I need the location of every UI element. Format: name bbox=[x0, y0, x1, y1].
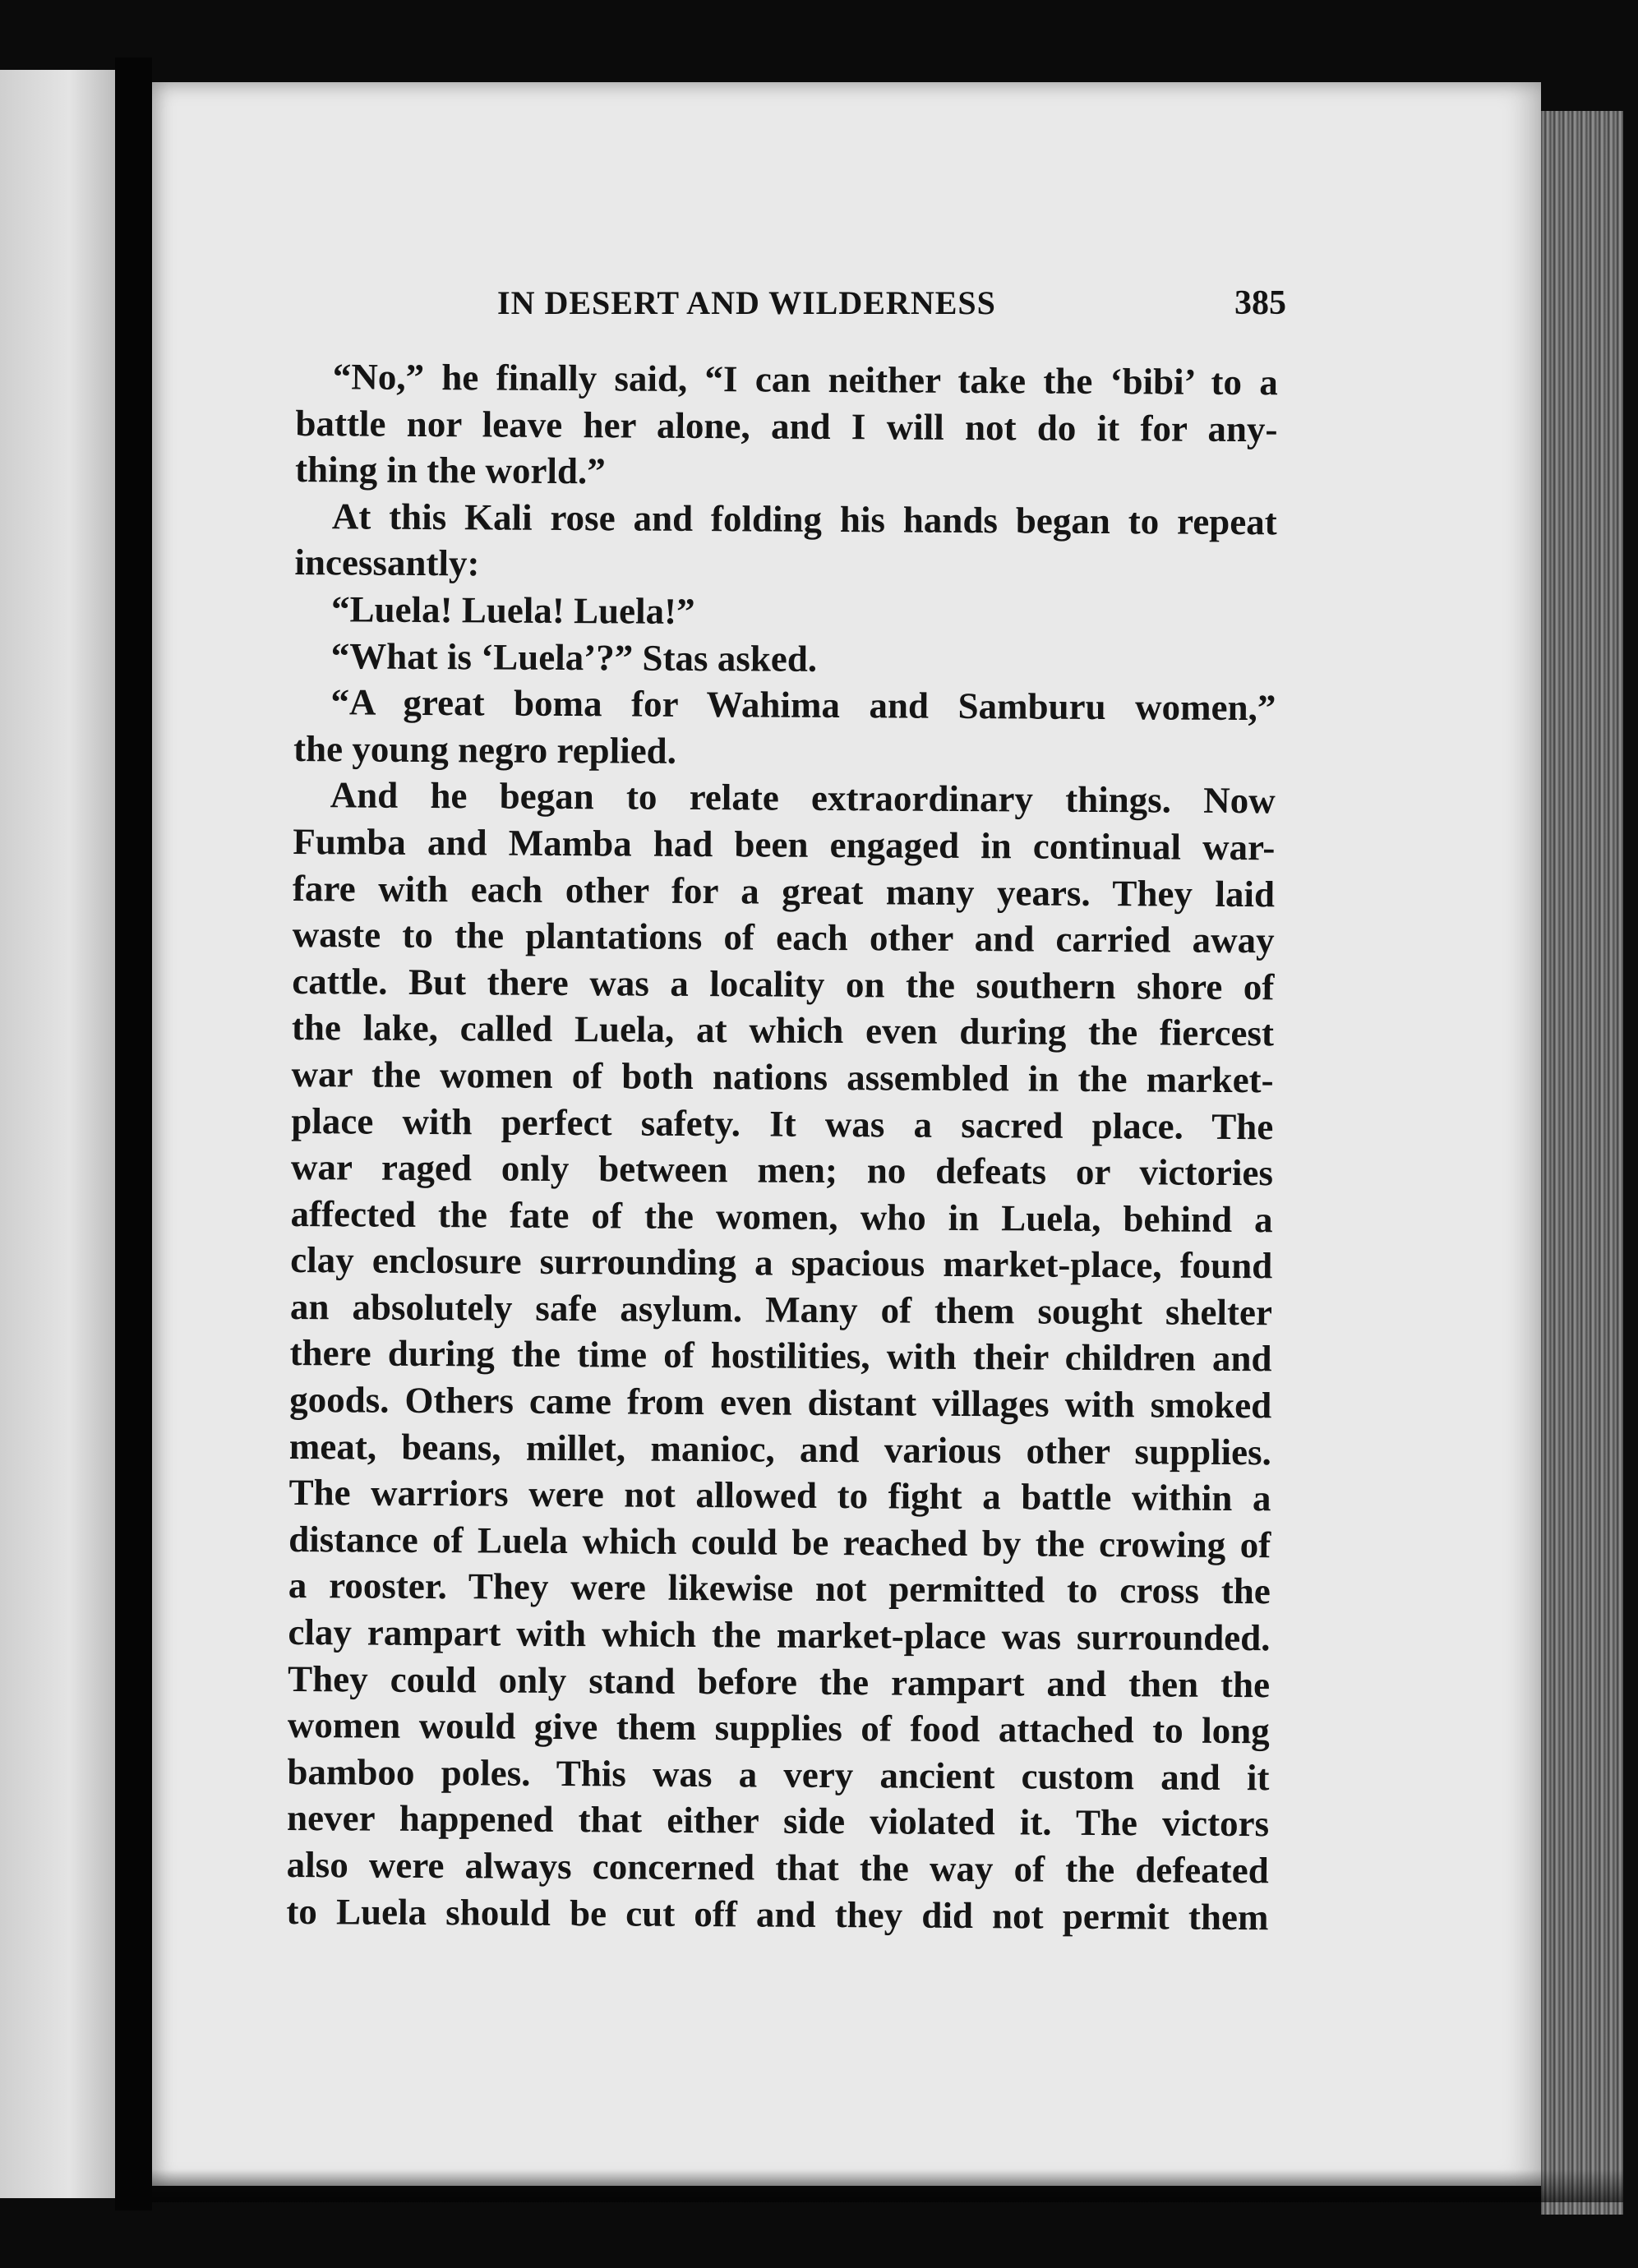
left-page-edge bbox=[0, 70, 115, 2198]
book-gutter bbox=[115, 58, 152, 2210]
text-line: an absolutely safe asylum. Many of them sought shelter bbox=[289, 1285, 1273, 1334]
text-line: The warriors were not allowed to fight a battle within a bbox=[288, 1472, 1271, 1519]
text-line: battle nor leave her alone, and I will not do it for any- bbox=[295, 402, 1278, 449]
text-line: there during the time of hostilities, with their children and bbox=[289, 1332, 1272, 1380]
text-line: affected the fate of the women, who in Luela, behind a bbox=[290, 1192, 1273, 1240]
text-line: At this Kali rose and folding his hands began to repeat bbox=[331, 496, 1277, 543]
text-line: “Luela! Luela! Luela!” bbox=[330, 588, 695, 632]
text-line: “No,” he finally said, “I can neither take the ‘bibi’ to a bbox=[332, 356, 1278, 403]
text-line: a rooster. They were likewise not permitted to cross the bbox=[288, 1565, 1271, 1612]
text-line: “A great boma for Wahima and Samburu women,” bbox=[330, 681, 1276, 729]
text-line: clay rampart with which the market-place was surrounded. bbox=[288, 1611, 1271, 1659]
text-line: place with perfect safety. It was a sacred place. The bbox=[291, 1099, 1274, 1147]
text-line: the young negro replied. bbox=[293, 727, 677, 772]
text-line: cattle. But there was a locality on the southern shore of bbox=[292, 960, 1275, 1008]
text-line: goods. Others came from even distant villages with smoked bbox=[289, 1379, 1272, 1427]
text-line: clay enclosure surrounding a spacious market-place, found bbox=[290, 1239, 1273, 1287]
text-line: women would give them supplies of food attached to long bbox=[287, 1704, 1270, 1752]
text-line: war raged only between men; no defeats or victories bbox=[290, 1146, 1274, 1194]
text-line: incessantly: bbox=[294, 542, 480, 584]
text-line: to Luela should be cut off and they did not permit them bbox=[286, 1890, 1269, 1938]
text-line: They could only stand before the rampart and then the bbox=[287, 1657, 1271, 1705]
text-line: the lake, called Luela, at which even during the fiercest bbox=[291, 1007, 1275, 1054]
page-edges bbox=[1541, 111, 1623, 2215]
text-line: meat, beans, millet, manioc, and various other supplies. bbox=[288, 1425, 1272, 1473]
text-line: thing in the world.” bbox=[294, 449, 606, 492]
page-bottom-shadow bbox=[152, 2169, 1623, 2202]
text-line: Fumba and Mamba had been engaged in continual war- bbox=[293, 820, 1276, 869]
text-line: waste to the plantations of each other and carried away bbox=[292, 914, 1275, 961]
running-title: IN DESERT AND WILDERNESS bbox=[497, 284, 996, 321]
page-number: 385 bbox=[1234, 284, 1286, 322]
text-line: never happened that either side violated it. The victors bbox=[286, 1797, 1270, 1845]
running-head bbox=[341, 284, 1286, 341]
text-line: bamboo poles. This was a very ancient custom and it bbox=[287, 1750, 1270, 1799]
text-line: distance of Luela which could be reached by the crowing of bbox=[288, 1518, 1271, 1566]
text-line: also were always concerned that the way of the defeated bbox=[286, 1843, 1269, 1892]
text-line: And he began to relate extraordinary things. Now bbox=[330, 774, 1276, 822]
text-line: “What is ‘Luela’?” Stas asked. bbox=[330, 634, 818, 680]
body-text bbox=[286, 353, 1278, 1940]
text-line: war the women of both nations assembled in the market- bbox=[291, 1053, 1274, 1101]
text-line: fare with each other for a great many years. They laid bbox=[292, 867, 1276, 915]
